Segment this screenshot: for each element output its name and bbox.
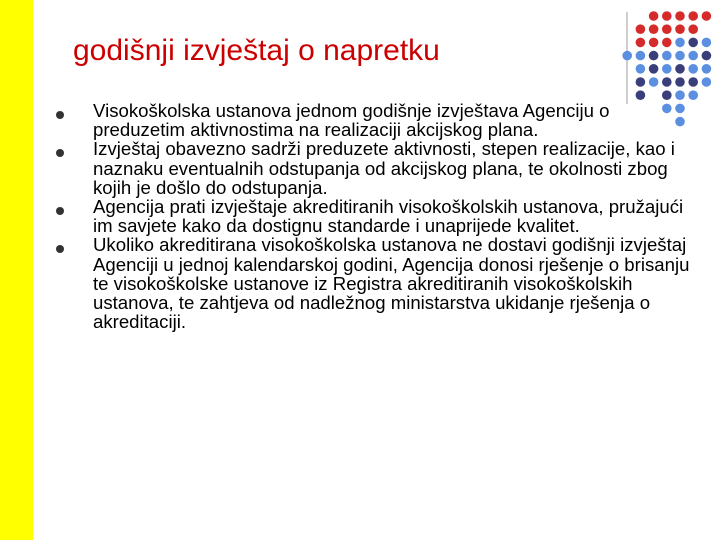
decorative-dot [649, 51, 659, 61]
bullet-item [52, 139, 692, 197]
bullet-item [52, 235, 692, 331]
decorative-dot [636, 64, 646, 74]
decorative-dot [649, 38, 659, 48]
bullet-text: Ukoliko akreditirana visokoškolska ustanova ne dostavi godišnji izvještaj Agenciji u jednoj kalendarskoj godini, Agencija donosi rješenje o brisanju te visokoškolske ustanove iz Registra akreditiranih visokoškolskih ustanova, te zahtjeva od nadležnog ministarstva ukidanje rješenja o akreditaciji. [93, 234, 690, 333]
decorative-dot [649, 77, 659, 87]
decorative-dot [636, 77, 646, 87]
decorative-dot [662, 90, 672, 100]
decorative-dot [662, 24, 672, 34]
decorative-dot [675, 64, 685, 74]
decorative-dot [662, 77, 672, 87]
bullet-item [52, 101, 692, 139]
decorative-dot [675, 38, 685, 48]
decorative-dot [675, 77, 685, 87]
decorative-dot [675, 24, 685, 34]
decorative-dot [675, 90, 685, 100]
decorative-dot [675, 51, 685, 61]
title-divider-line [626, 12, 628, 104]
slide-title: godišnji izvještaj o napretku [73, 34, 440, 67]
bullet-text: Agencija prati izvještaje akreditiranih visokoškolskih ustanova, pružajući im savjete kako da dostignu standarde i unaprijede kvalitet. [93, 196, 684, 237]
bullet-dot-icon [56, 149, 64, 157]
decorative-dot [649, 11, 659, 21]
bullet-text: Visokoškolska ustanova jednom godišnje izvještava Agenciju o preduzetim aktivnostima na realizaciji akcijskog plana. [93, 100, 610, 141]
decorative-dot [636, 90, 646, 100]
decorative-dot [636, 51, 646, 61]
decorative-dot [688, 64, 698, 74]
decorative-dot [675, 11, 685, 21]
yellow-side-bar [0, 0, 33, 540]
decorative-dot [702, 77, 712, 87]
decorative-dot [688, 24, 698, 34]
bullet-dot-icon [56, 111, 64, 119]
decorative-dot [649, 64, 659, 74]
decorative-dot [662, 64, 672, 74]
decorative-dot [636, 24, 646, 34]
decorative-dot [662, 51, 672, 61]
decorative-dot [688, 38, 698, 48]
decorative-dot [662, 11, 672, 21]
decorative-dot [662, 38, 672, 48]
bullet-list [52, 101, 692, 331]
decorative-dot [702, 11, 712, 21]
decorative-dot [636, 38, 646, 48]
decorative-dot [688, 90, 698, 100]
decorative-dot [702, 51, 712, 61]
bullet-dot-icon [56, 245, 64, 253]
bullet-dot-icon [56, 207, 64, 215]
decorative-dot [702, 64, 712, 74]
decorative-dot [702, 38, 712, 48]
bullet-text: Izvještaj obavezno sadrži preduzete aktivnosti, stepen realizacije, kao i naznaku eventualnih odstupanja od akcijskog plana, te okolnosti zbog kojih je došlo do odstupanja. [93, 138, 675, 198]
bullet-item [52, 197, 692, 235]
decorative-dot [688, 51, 698, 61]
decorative-dot [649, 24, 659, 34]
decorative-dot [688, 11, 698, 21]
decorative-dot [688, 77, 698, 87]
